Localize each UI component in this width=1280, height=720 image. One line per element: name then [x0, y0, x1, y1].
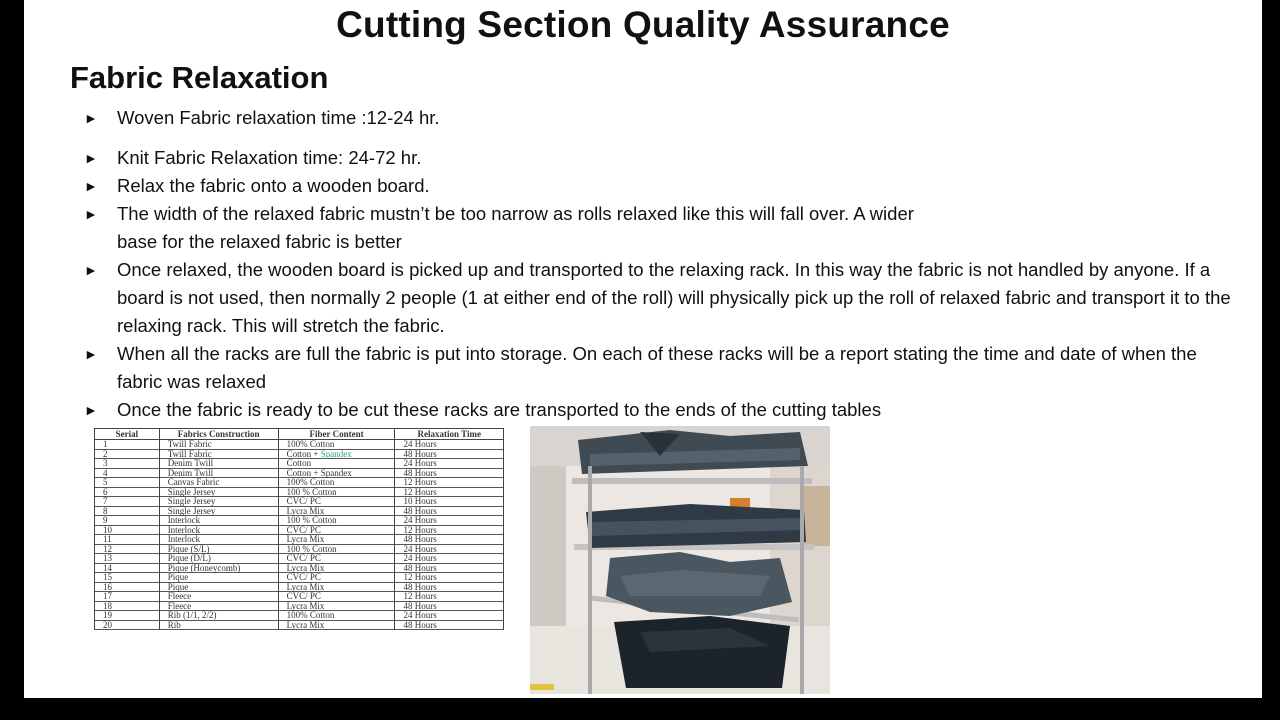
bullet-text: The width of the relaxed fabric mustn’t be too narrow as rolls relaxed like this will fall over. A wider base for the relaxed fabric is better	[117, 203, 914, 252]
bullet-item	[82, 340, 1242, 396]
cell-serial: 2	[95, 449, 160, 459]
spandex-highlight: Spandex	[320, 448, 352, 459]
cell-fiber-content: 100 % Cotton	[278, 516, 395, 526]
table-row	[95, 611, 504, 621]
cell-fiber-content: 100 % Cotton	[278, 544, 395, 554]
cell-serial: 6	[95, 487, 160, 497]
cell-relaxation-time: 48 Hours	[395, 563, 504, 573]
cell-fiber-content: 100% Cotton	[278, 478, 395, 488]
cell-relaxation-time: 48 Hours	[395, 535, 504, 545]
bullet-item	[82, 396, 1242, 424]
cell-fiber-content: 100% Cotton	[278, 611, 395, 621]
cell-fiber-content: Lycra Mix	[278, 601, 395, 611]
fabric-rack-photo	[530, 426, 830, 694]
cell-fabric-construction: Denim Twill	[159, 459, 278, 469]
bullet-marker-icon: ►	[84, 178, 98, 194]
bullet-text: Once the fabric is ready to be cut these racks are transported to the ends of the cutting tables	[117, 399, 882, 420]
table-row	[95, 535, 504, 545]
cell-relaxation-time: 24 Hours	[395, 611, 504, 621]
table-row	[95, 554, 504, 564]
bullet-marker-icon: ►	[84, 150, 98, 166]
cell-fabric-construction: Rib	[159, 620, 278, 630]
cell-serial: 4	[95, 468, 160, 478]
cell-fabric-construction: Interlock	[159, 525, 278, 535]
bullet-marker-icon: ►	[84, 346, 98, 362]
cell-fabric-construction: Single Jersey	[159, 497, 278, 507]
cell-fabric-construction: Pique	[159, 573, 278, 583]
cell-serial: 3	[95, 459, 160, 469]
cell-relaxation-time: 48 Hours	[395, 449, 504, 459]
cell-serial: 12	[95, 544, 160, 554]
table-row	[95, 478, 504, 488]
cell-fiber-content: Lycra Mix	[278, 620, 395, 630]
header-serial: Serial	[95, 429, 160, 440]
cell-serial: 17	[95, 592, 160, 602]
relaxation-table	[94, 428, 504, 630]
bullet-text: Once relaxed, the wooden board is picked up and transported to the relaxing rack. In this way the fabric is not handled by anyone. If a board is not used, then normally 2 people (1 at either end of the roll) will physically pick up the roll of relaxed fabric and transport it to the relaxing rack. This will stretch the fabric.	[117, 259, 1231, 336]
table-body	[95, 440, 504, 630]
bullet-list	[82, 104, 1242, 424]
cell-fiber-content: Cotton	[278, 459, 395, 469]
section-heading: Fabric Relaxation	[70, 60, 329, 95]
cell-relaxation-time: 48 Hours	[395, 506, 504, 516]
fabric-rack-image	[530, 426, 830, 694]
cell-fiber-content: Lycra Mix	[278, 535, 395, 545]
slide-title: Cutting Section Quality Assurance	[336, 4, 950, 45]
cell-serial: 1	[95, 440, 160, 450]
cell-serial: 7	[95, 497, 160, 507]
cell-relaxation-time: 24 Hours	[395, 544, 504, 554]
cell-fiber-content: CVC/ PC	[278, 554, 395, 564]
bullet-text: Knit Fabric Relaxation time: 24-72 hr.	[117, 147, 422, 168]
cell-relaxation-time: 24 Hours	[395, 516, 504, 526]
table-row	[95, 573, 504, 583]
cell-serial: 10	[95, 525, 160, 535]
cell-relaxation-time: 48 Hours	[395, 620, 504, 630]
cell-fiber-content: CVC/ PC	[278, 573, 395, 583]
cell-serial: 13	[95, 554, 160, 564]
cell-relaxation-time: 24 Hours	[395, 554, 504, 564]
header-fiber-content: Fiber Content	[278, 429, 395, 440]
cell-serial: 14	[95, 563, 160, 573]
cell-relaxation-time: 48 Hours	[395, 468, 504, 478]
cell-relaxation-time: 24 Hours	[395, 440, 504, 450]
cell-serial: 15	[95, 573, 160, 583]
cell-relaxation-time: 24 Hours	[395, 459, 504, 469]
cell-fabric-construction: Interlock	[159, 516, 278, 526]
cell-fiber-content: Cotton + Spandex	[278, 468, 395, 478]
cell-relaxation-time: 12 Hours	[395, 573, 504, 583]
bullet-marker-icon: ►	[84, 262, 98, 278]
cell-fabric-construction: Twill Fabric	[159, 440, 278, 450]
cell-fabric-construction: Single Jersey	[159, 487, 278, 497]
cell-fabric-construction: Denim Twill	[159, 468, 278, 478]
cell-relaxation-time: 12 Hours	[395, 525, 504, 535]
cell-serial: 11	[95, 535, 160, 545]
bullet-text: Woven Fabric relaxation time :12-24 hr.	[117, 107, 440, 128]
bullet-marker-icon: ►	[84, 206, 98, 222]
cell-fiber-content: Cotton + Spandex	[278, 449, 395, 459]
cell-relaxation-time: 48 Hours	[395, 601, 504, 611]
cell-fabric-construction: Pique	[159, 582, 278, 592]
bullet-item	[82, 144, 1242, 172]
cell-fiber-content: 100 % Cotton	[278, 487, 395, 497]
bullet-item	[82, 104, 1242, 132]
bullet-item	[82, 200, 957, 256]
cell-relaxation-time: 12 Hours	[395, 487, 504, 497]
cell-serial: 20	[95, 620, 160, 630]
header-fabric-construction: Fabrics Construction	[159, 429, 278, 440]
cell-fiber-content: CVC/ PC	[278, 525, 395, 535]
cell-fiber-content: CVC/ PC	[278, 592, 395, 602]
header-relaxation-time: Relaxation Time	[395, 429, 504, 440]
bullet-item	[82, 256, 1242, 340]
cell-fabric-construction: Fleece	[159, 592, 278, 602]
cell-fabric-construction: Rib (1/1, 2/2)	[159, 611, 278, 621]
bullet-text: Relax the fabric onto a wooden board.	[117, 175, 430, 196]
cell-fabric-construction: Single Jersey	[159, 506, 278, 516]
cell-serial: 9	[95, 516, 160, 526]
cell-serial: 8	[95, 506, 160, 516]
bullet-item	[82, 172, 1242, 200]
cell-fabric-construction: Fleece	[159, 601, 278, 611]
cell-fabric-construction: Pique (D/L)	[159, 554, 278, 564]
cell-relaxation-time: 12 Hours	[395, 478, 504, 488]
cell-fabric-construction: Pique (S/L)	[159, 544, 278, 554]
cell-fabric-construction: Pique (Honeycomb)	[159, 563, 278, 573]
cell-fabric-construction: Twill Fabric	[159, 449, 278, 459]
cell-fiber-content: Lycra Mix	[278, 563, 395, 573]
table-row	[95, 459, 504, 469]
cell-relaxation-time: 12 Hours	[395, 592, 504, 602]
table-row	[95, 592, 504, 602]
table-row	[95, 497, 504, 507]
cell-fabric-construction: Interlock	[159, 535, 278, 545]
cell-fiber-content: Lycra Mix	[278, 582, 395, 592]
table-header-row	[95, 429, 504, 440]
cell-serial: 16	[95, 582, 160, 592]
cell-fiber-content: Lycra Mix	[278, 506, 395, 516]
cell-fabric-construction: Canvas Fabric	[159, 478, 278, 488]
cell-serial: 18	[95, 601, 160, 611]
cell-serial: 5	[95, 478, 160, 488]
table-row	[95, 440, 504, 450]
table-row	[95, 516, 504, 526]
cell-fiber-content: CVC/ PC	[278, 497, 395, 507]
bullet-text: When all the racks are full the fabric is put into storage. On each of these racks will be a report stating the time and date of when the fabric was relaxed	[117, 343, 1197, 392]
cell-fiber-content: 100% Cotton	[278, 440, 395, 450]
slide	[24, 0, 1262, 698]
cell-relaxation-time: 48 Hours	[395, 582, 504, 592]
cell-serial: 19	[95, 611, 160, 621]
bullet-marker-icon: ►	[84, 110, 98, 126]
bullet-marker-icon: ►	[84, 402, 98, 418]
table-row	[95, 620, 504, 630]
cell-relaxation-time: 10 Hours	[395, 497, 504, 507]
